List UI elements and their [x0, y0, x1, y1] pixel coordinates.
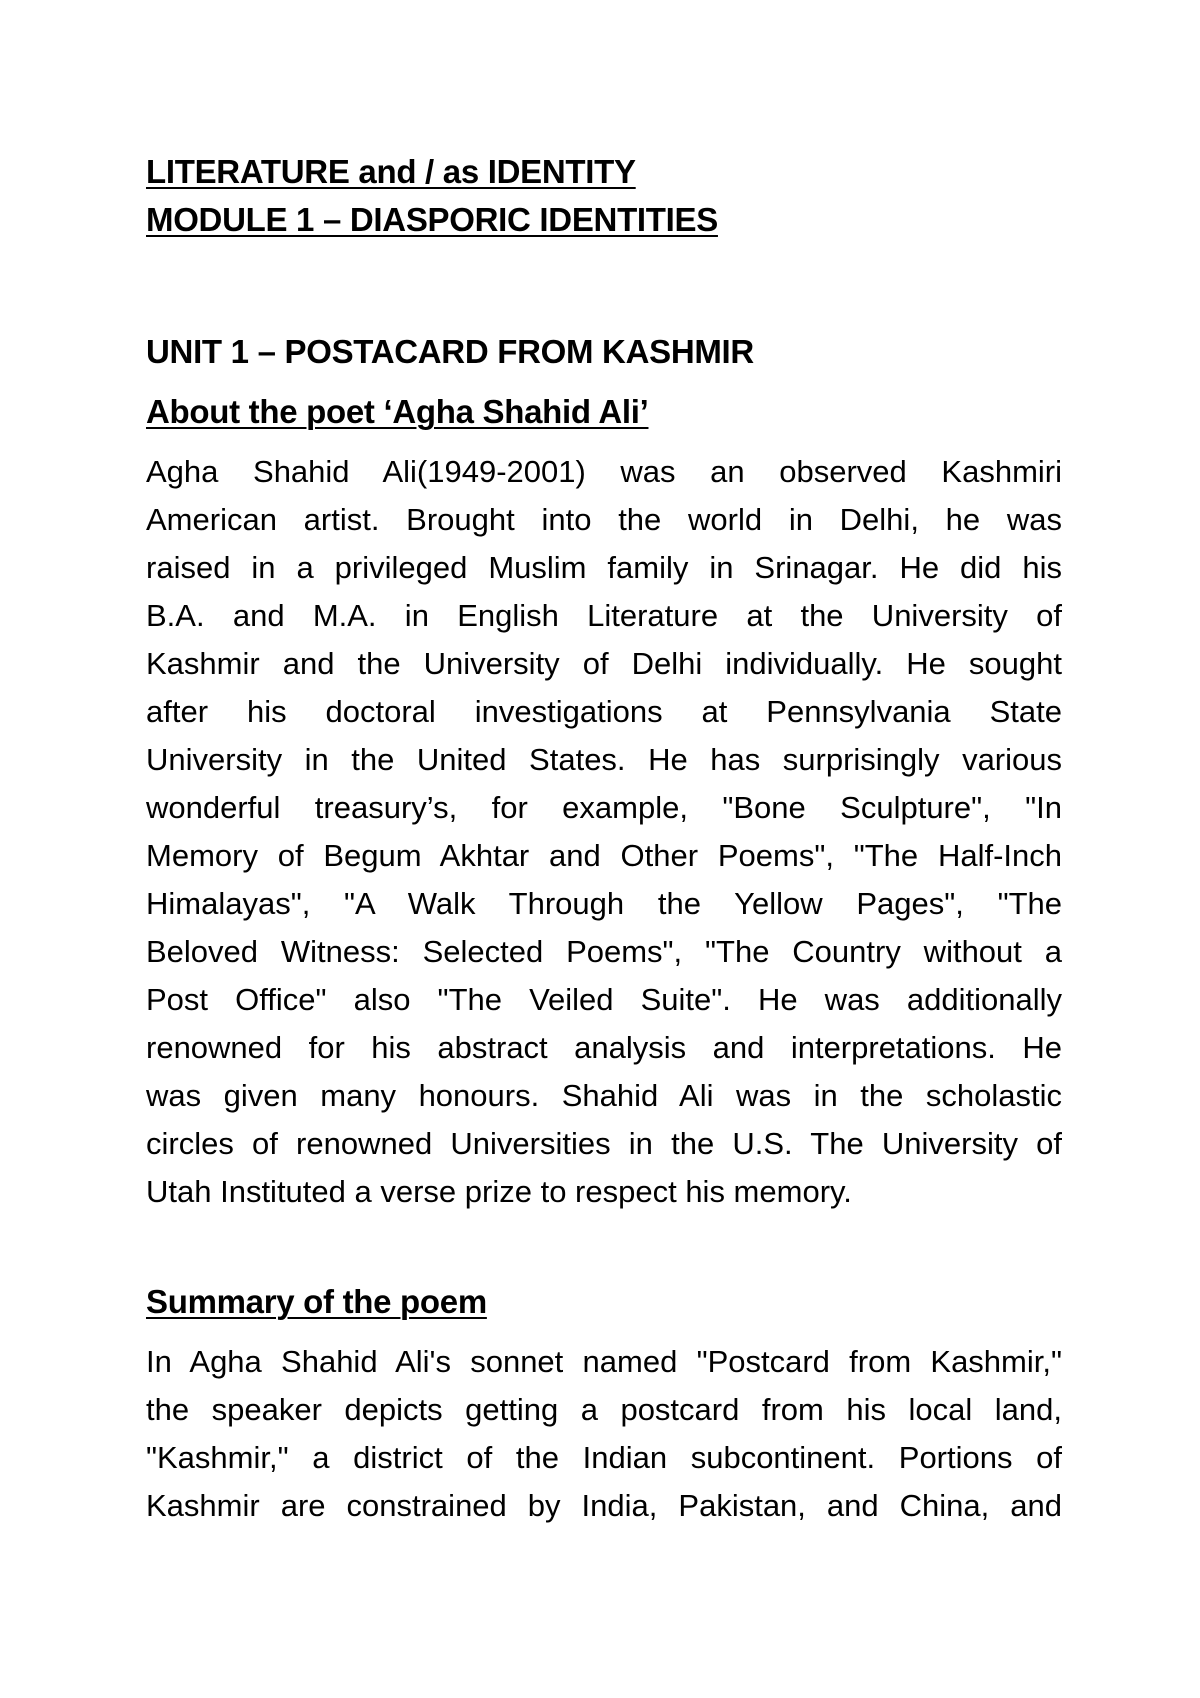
- paragraph-line: the speaker depicts getting a postcard from his local land,: [146, 1392, 1062, 1427]
- module-title: MODULE 1 – DIASPORIC IDENTITIES: [146, 201, 718, 238]
- poet-section-heading: About the poet ‘Agha Shahid Ali’: [146, 393, 649, 430]
- paragraph-line: Kashmir and the University of Delhi individually. He sought: [146, 646, 1062, 681]
- paragraph-line: B.A. and M.A. in English Literature at the University of: [146, 598, 1062, 633]
- paragraph-line: was given many honours. Shahid Ali was in the scholastic: [146, 1078, 1062, 1113]
- poet-biography-paragraph: [146, 448, 1062, 1216]
- paragraph-line: American artist. Brought into the world in Delhi, he was: [146, 502, 1062, 537]
- paragraph-line: wonderful treasury’s, for example, "Bone Sculpture", "In: [146, 790, 1062, 825]
- paragraph-line: Memory of Begum Akhtar and Other Poems", "The Half-Inch: [146, 838, 1062, 873]
- paragraph-line: Beloved Witness: Selected Poems", "The Country without a: [146, 934, 1062, 969]
- paragraph-line: circles of renowned Universities in the U.S. The University of: [146, 1126, 1062, 1161]
- summary-section-heading: Summary of the poem: [146, 1283, 487, 1320]
- paragraph-line: Utah Instituted a verse prize to respect his memory.: [146, 1174, 852, 1209]
- paragraph-line: "Kashmir," a district of the Indian subcontinent. Portions of: [146, 1440, 1062, 1475]
- paragraph-line: Post Office" also "The Veiled Suite". He was additionally: [146, 982, 1062, 1017]
- paragraph-line: University in the United States. He has surprisingly various: [146, 742, 1062, 777]
- paragraph-line: Agha Shahid Ali(1949-2001) was an observed Kashmiri: [146, 454, 1062, 489]
- paragraph-line: raised in a privileged Muslim family in Srinagar. He did his: [146, 550, 1062, 585]
- summary-paragraph: [146, 1338, 1062, 1530]
- unit-title: UNIT 1 – POSTACARD FROM KASHMIR: [146, 333, 754, 370]
- paragraph-line: In Agha Shahid Ali's sonnet named "Postcard from Kashmir,": [146, 1344, 1062, 1379]
- course-title: LITERATURE and / as IDENTITY: [146, 153, 636, 190]
- paragraph-line: Himalayas", "A Walk Through the Yellow Pages", "The: [146, 886, 1062, 921]
- paragraph-line: Kashmir are constrained by India, Pakistan, and China, and: [146, 1488, 1062, 1523]
- paragraph-line: renowned for his abstract analysis and interpretations. He: [146, 1030, 1062, 1065]
- paragraph-line: after his doctoral investigations at Pennsylvania State: [146, 694, 1062, 729]
